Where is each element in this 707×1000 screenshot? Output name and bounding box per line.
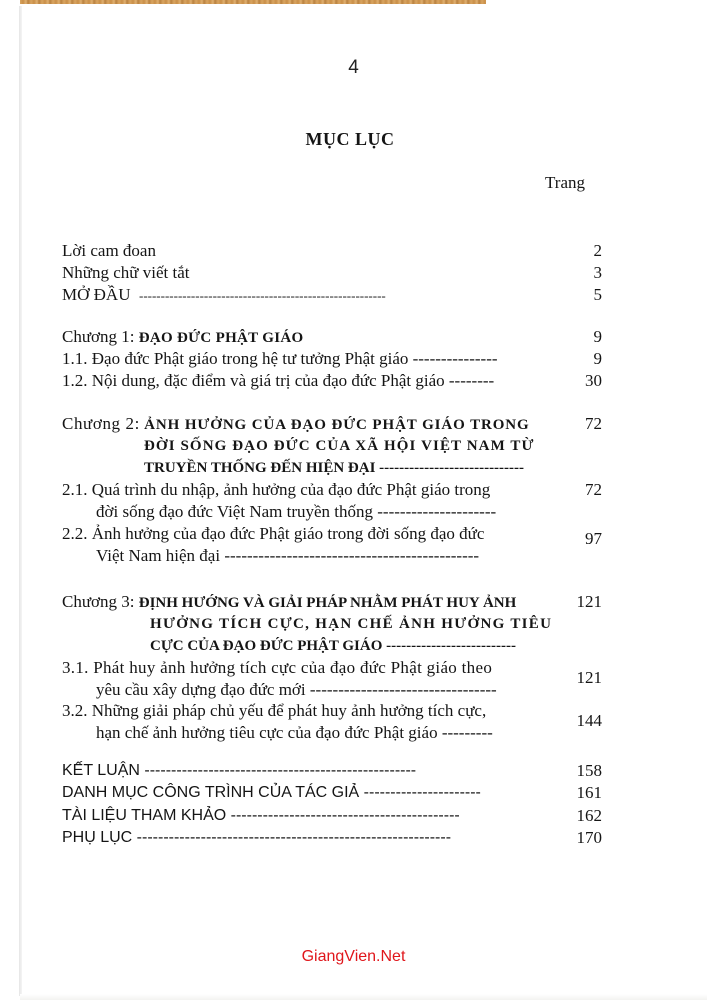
toc-entry-label: 2.1. Quá trình du nhập, ảnh hưởng của đạo đức Phật giáo trong	[62, 480, 491, 499]
page-title: MỤC LỤC	[305, 129, 395, 149]
toc-entry-label: 1.1. Đạo đức Phật giáo trong hệ tư tưởng Phật giáo ---------------	[62, 349, 498, 368]
dot-leader: ---------------------------------------------------------	[138, 288, 386, 303]
toc-entry-page: 72	[585, 414, 602, 433]
scanner-edge-strip	[20, 0, 486, 4]
toc-entry-page: 30	[585, 371, 602, 390]
chapter-title: ĐẠO ĐỨC PHẬT GIÁO	[138, 330, 304, 346]
toc-entry-label: Lời cam đoan	[62, 241, 156, 260]
toc-entry-page: 161	[576, 783, 602, 802]
toc-entry-label-cont: Việt Nam hiện đại ---------------------------------------------	[96, 546, 480, 565]
watermark-link[interactable]: GiangVien.Net	[301, 948, 406, 965]
toc-entry-page: 170	[576, 828, 602, 847]
toc-entry-page: 72	[585, 480, 602, 499]
toc-entry-page: 9	[593, 327, 602, 346]
toc-chapter-2[interactable]	[62, 413, 602, 479]
toc-entry-page: 3	[593, 263, 602, 282]
toc-entry-label: TÀI LIỆU THAM KHẢO -------------------------------------------	[62, 807, 460, 824]
chapter-prefix: Chương 1:	[62, 327, 135, 346]
toc-entry-page: 9	[593, 349, 602, 368]
page-left-edge	[19, 6, 22, 996]
toc-chapter-heading	[62, 591, 516, 614]
toc-entry-page: 5	[593, 285, 602, 304]
toc-chapter-heading	[62, 413, 530, 436]
toc-entry-label-cont: đời sống đạo đức Việt Nam truyền thống ---------------------	[96, 502, 497, 521]
toc-entry-page: 97	[585, 529, 602, 548]
toc-entry-label: Những chữ viết tắt	[62, 263, 190, 282]
toc-entry-page: 144	[576, 711, 602, 730]
toc-entry-label-text: MỞ ĐẦU	[62, 285, 131, 304]
toc-entry-page: 121	[576, 668, 602, 687]
toc-entry-page: 121	[576, 592, 602, 611]
chapter-title-line: HƯỞNG TÍCH CỰC, HẠN CHẾ ẢNH HƯỞNG TIÊU	[150, 616, 553, 632]
toc-entry-label: 2.2. Ảnh hưởng của đạo đức Phật giáo trong đời sống đạo đức	[62, 524, 485, 543]
toc-section-3-2[interactable]	[62, 700, 602, 744]
chapter-title-line: ẢNH HƯỞNG CỦA ĐẠO ĐỨC PHẬT GIÁO TRONG	[144, 417, 530, 433]
toc-section-3-1[interactable]	[62, 657, 602, 701]
chapter-title-line: CỰC CỦA ĐẠO ĐỨC PHẬT GIÁO --------------------------	[150, 638, 516, 654]
chapter-title-line: TRUYỀN THỐNG ĐẾN HIỆN ĐẠI -----------------------------	[144, 460, 525, 476]
chapter-prefix: Chương 3:	[62, 592, 135, 611]
toc-entry-label: DANH MỤC CÔNG TRÌNH CỦA TÁC GIẢ ----------------------	[62, 784, 481, 801]
toc-entry-page: 2	[593, 241, 602, 260]
toc-entry-page: 158	[576, 761, 602, 780]
toc-entry-label: PHỤ LỤC -----------------------------------------------------------	[62, 829, 452, 846]
toc-entry-label: 3.1. Phát huy ảnh hưởng tích cực của đạo đức Phật giáo theo	[62, 658, 493, 677]
chapter-prefix: Chương 2:	[62, 414, 140, 433]
toc-section-2-2[interactable]	[62, 523, 602, 567]
toc-entry-label-cont: yêu cầu xây dựng đạo đức mới ---------------------------------	[96, 680, 497, 699]
toc-section-2-1[interactable]	[62, 479, 602, 523]
toc-entry-label-cont: hạn chế ảnh hưởng tiêu cực của đạo đức Phật giáo ---------	[96, 723, 493, 742]
page-column-header: Trang	[545, 173, 585, 192]
toc-entry-label: KẾT LUẬN ---------------------------------------------------	[62, 762, 417, 779]
page-number: 4	[348, 57, 359, 78]
chapter-title-line: ĐỊNH HƯỚNG VÀ GIẢI PHÁP NHẰM PHÁT HUY ẢNH	[138, 595, 517, 611]
toc-entry-page: 162	[576, 806, 602, 825]
toc-chapter-heading	[62, 326, 303, 349]
toc-entry-label: 3.2. Những giải pháp chủ yếu để phát huy ảnh hưởng tích cực,	[62, 701, 487, 720]
page-bottom-edge	[20, 994, 707, 1000]
toc-entry-label	[62, 284, 386, 307]
chapter-title-line: ĐỜI SỐNG ĐẠO ĐỨC CỦA XÃ HỘI VIỆT NAM TỪ	[144, 438, 535, 454]
toc-entry-label: 1.2. Nội dung, đặc điểm và giá trị của đạo đức Phật giáo --------	[62, 371, 495, 390]
toc-chapter-3[interactable]	[62, 591, 602, 657]
